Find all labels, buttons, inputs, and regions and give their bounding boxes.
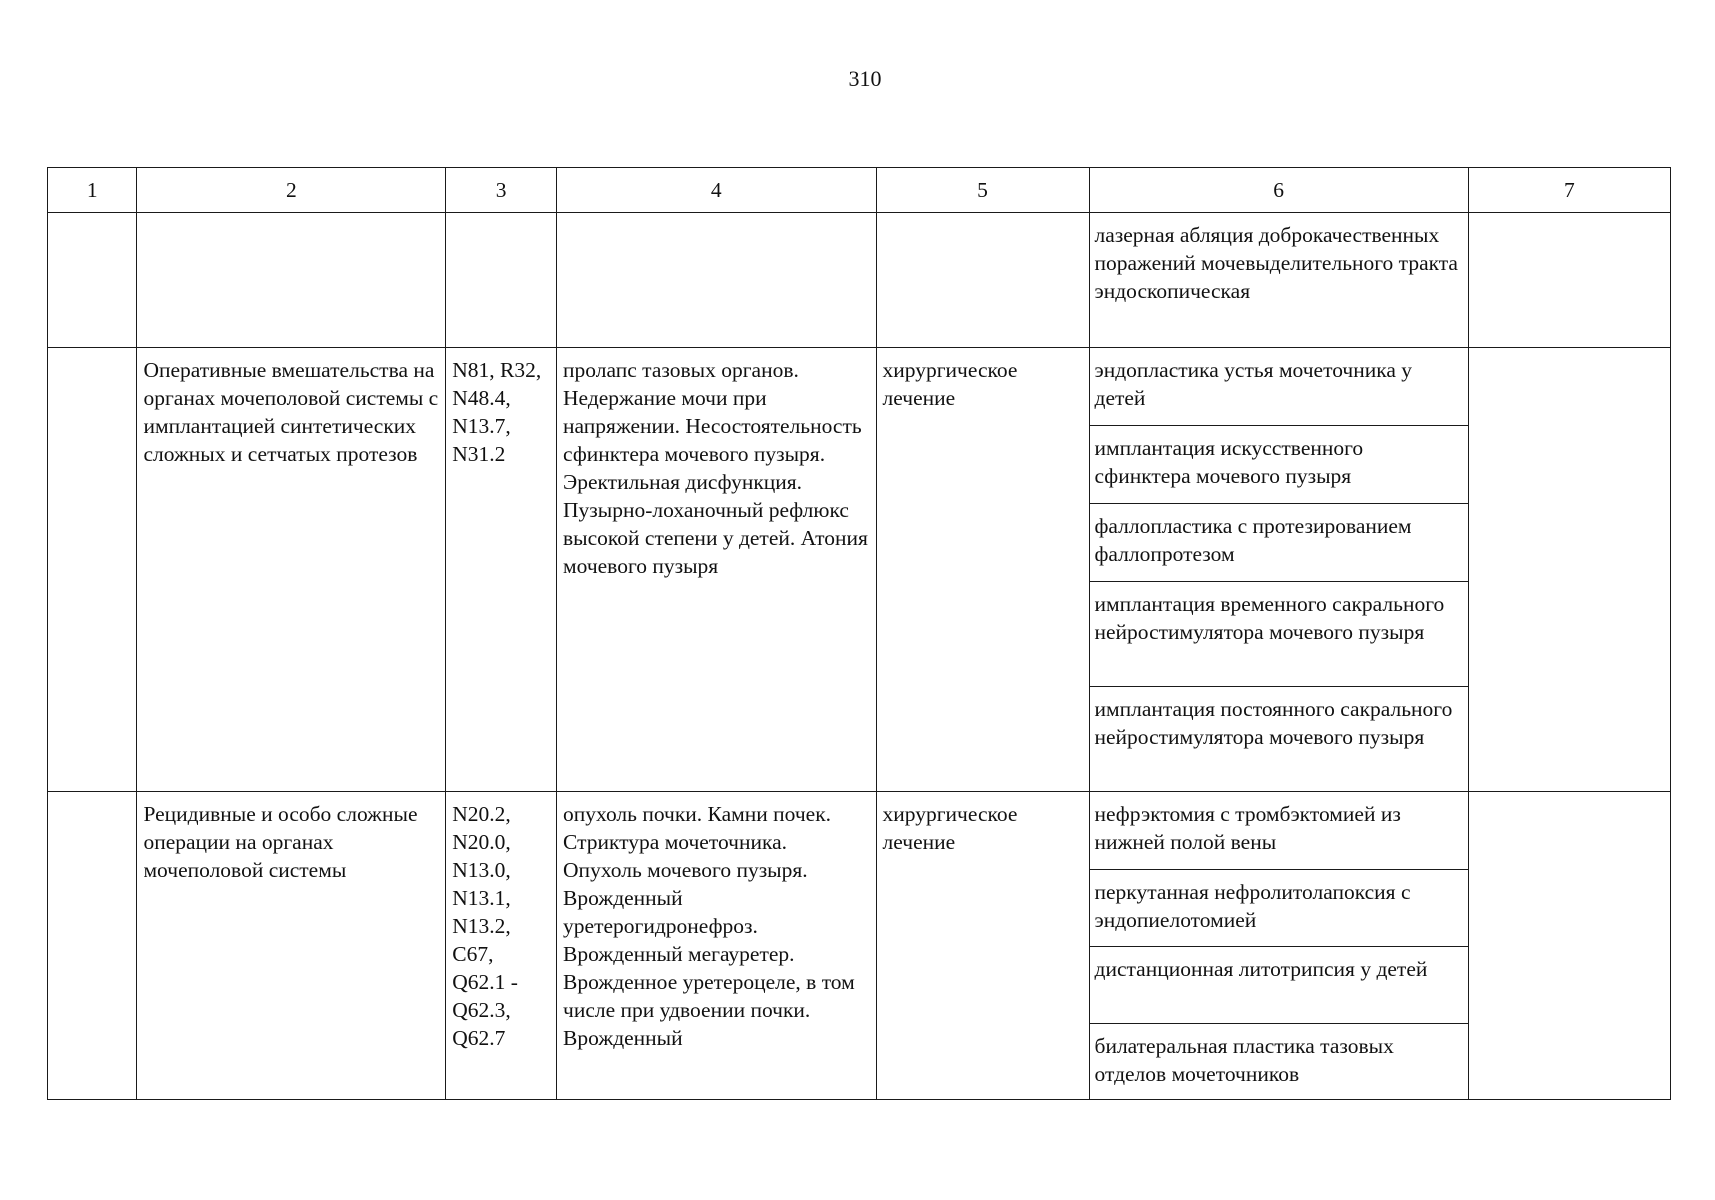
cell-empty xyxy=(48,792,137,1100)
method-cell: перкутанная нефролитолапоксия с эндопиелотомией xyxy=(1089,870,1468,947)
method-cell: лазерная абляция доброкачественных поражений мочевыделительного тракта эндоскопическая xyxy=(1089,213,1468,348)
column-number-row xyxy=(48,168,1671,213)
diagnosis-cell: пролапс тазовых органов. Недержание мочи при напряжении. Несостоятельность сфинктера мочевого пузыря. Эректильная дисфункция. Пузырно-лоханочный рефлюкс высокой степени у детей. Атония мочевого пузыря xyxy=(557,348,876,792)
operation-name-cell: Оперативные вмешательства на органах мочеполовой системы с имплантацией синтетических сложных и сетчатых протезов xyxy=(137,348,446,792)
table-row-recurrent xyxy=(48,792,1671,870)
treatment-type-cell: хирургическое лечение xyxy=(876,792,1089,1100)
cell-empty xyxy=(557,213,876,348)
cell-empty xyxy=(876,213,1089,348)
medical-care-table xyxy=(47,167,1671,1100)
diagnosis-cell: опухоль почки. Камни почек. Стриктура мочеточника. Опухоль мочевого пузыря. Врожденный уретерогидронефроз. Врожденный мегауретер. Врожденное уретероцеле, в том числе при удвоении почки. Врожденный xyxy=(557,792,876,1100)
method-cell: имплантация постоянного сакрального нейростимулятора мочевого пузыря xyxy=(1089,687,1468,792)
method-cell: имплантация искусственного сфинктера мочевого пузыря xyxy=(1089,426,1468,504)
column-number-1: 1 xyxy=(48,168,137,213)
table-row-continuation xyxy=(48,213,1671,348)
method-cell: фаллопластика с протезированием фаллопротезом xyxy=(1089,504,1468,582)
page-number: 310 xyxy=(848,66,882,91)
treatment-type-cell: хирургическое лечение xyxy=(876,348,1089,792)
icd-codes-cell: N20.2, N20.0, N13.0, N13.1, N13.2, C67, Q62.1 - Q62.3, Q62.7 xyxy=(446,792,557,1100)
column-number-3: 3 xyxy=(446,168,557,213)
method-cell: эндопластика устья мочеточника у детей xyxy=(1089,348,1468,426)
method-cell: нефрэктомия с тромбэктомией из нижней полой вены xyxy=(1089,792,1468,870)
column-number-5: 5 xyxy=(876,168,1089,213)
cell-empty xyxy=(48,348,137,792)
cell-empty xyxy=(1468,792,1670,1100)
icd-codes-cell: N81, R32, N48.4, N13.7, N31.2 xyxy=(446,348,557,792)
column-number-6: 6 xyxy=(1089,168,1468,213)
cell-empty xyxy=(446,213,557,348)
table-row-implants xyxy=(48,348,1671,426)
cell-empty xyxy=(1468,348,1670,792)
method-cell: билатеральная пластика тазовых отделов мочеточников xyxy=(1089,1024,1468,1100)
cell-empty xyxy=(1468,213,1670,348)
column-number-4: 4 xyxy=(557,168,876,213)
operation-name-cell: Рецидивные и особо сложные операции на органах мочеполовой системы xyxy=(137,792,446,1100)
method-cell: дистанционная литотрипсия у детей xyxy=(1089,947,1468,1024)
column-number-7: 7 xyxy=(1468,168,1670,213)
method-cell: имплантация временного сакрального нейростимулятора мочевого пузыря xyxy=(1089,582,1468,687)
column-number-2: 2 xyxy=(137,168,446,213)
cell-empty xyxy=(137,213,446,348)
cell-empty xyxy=(48,213,137,348)
